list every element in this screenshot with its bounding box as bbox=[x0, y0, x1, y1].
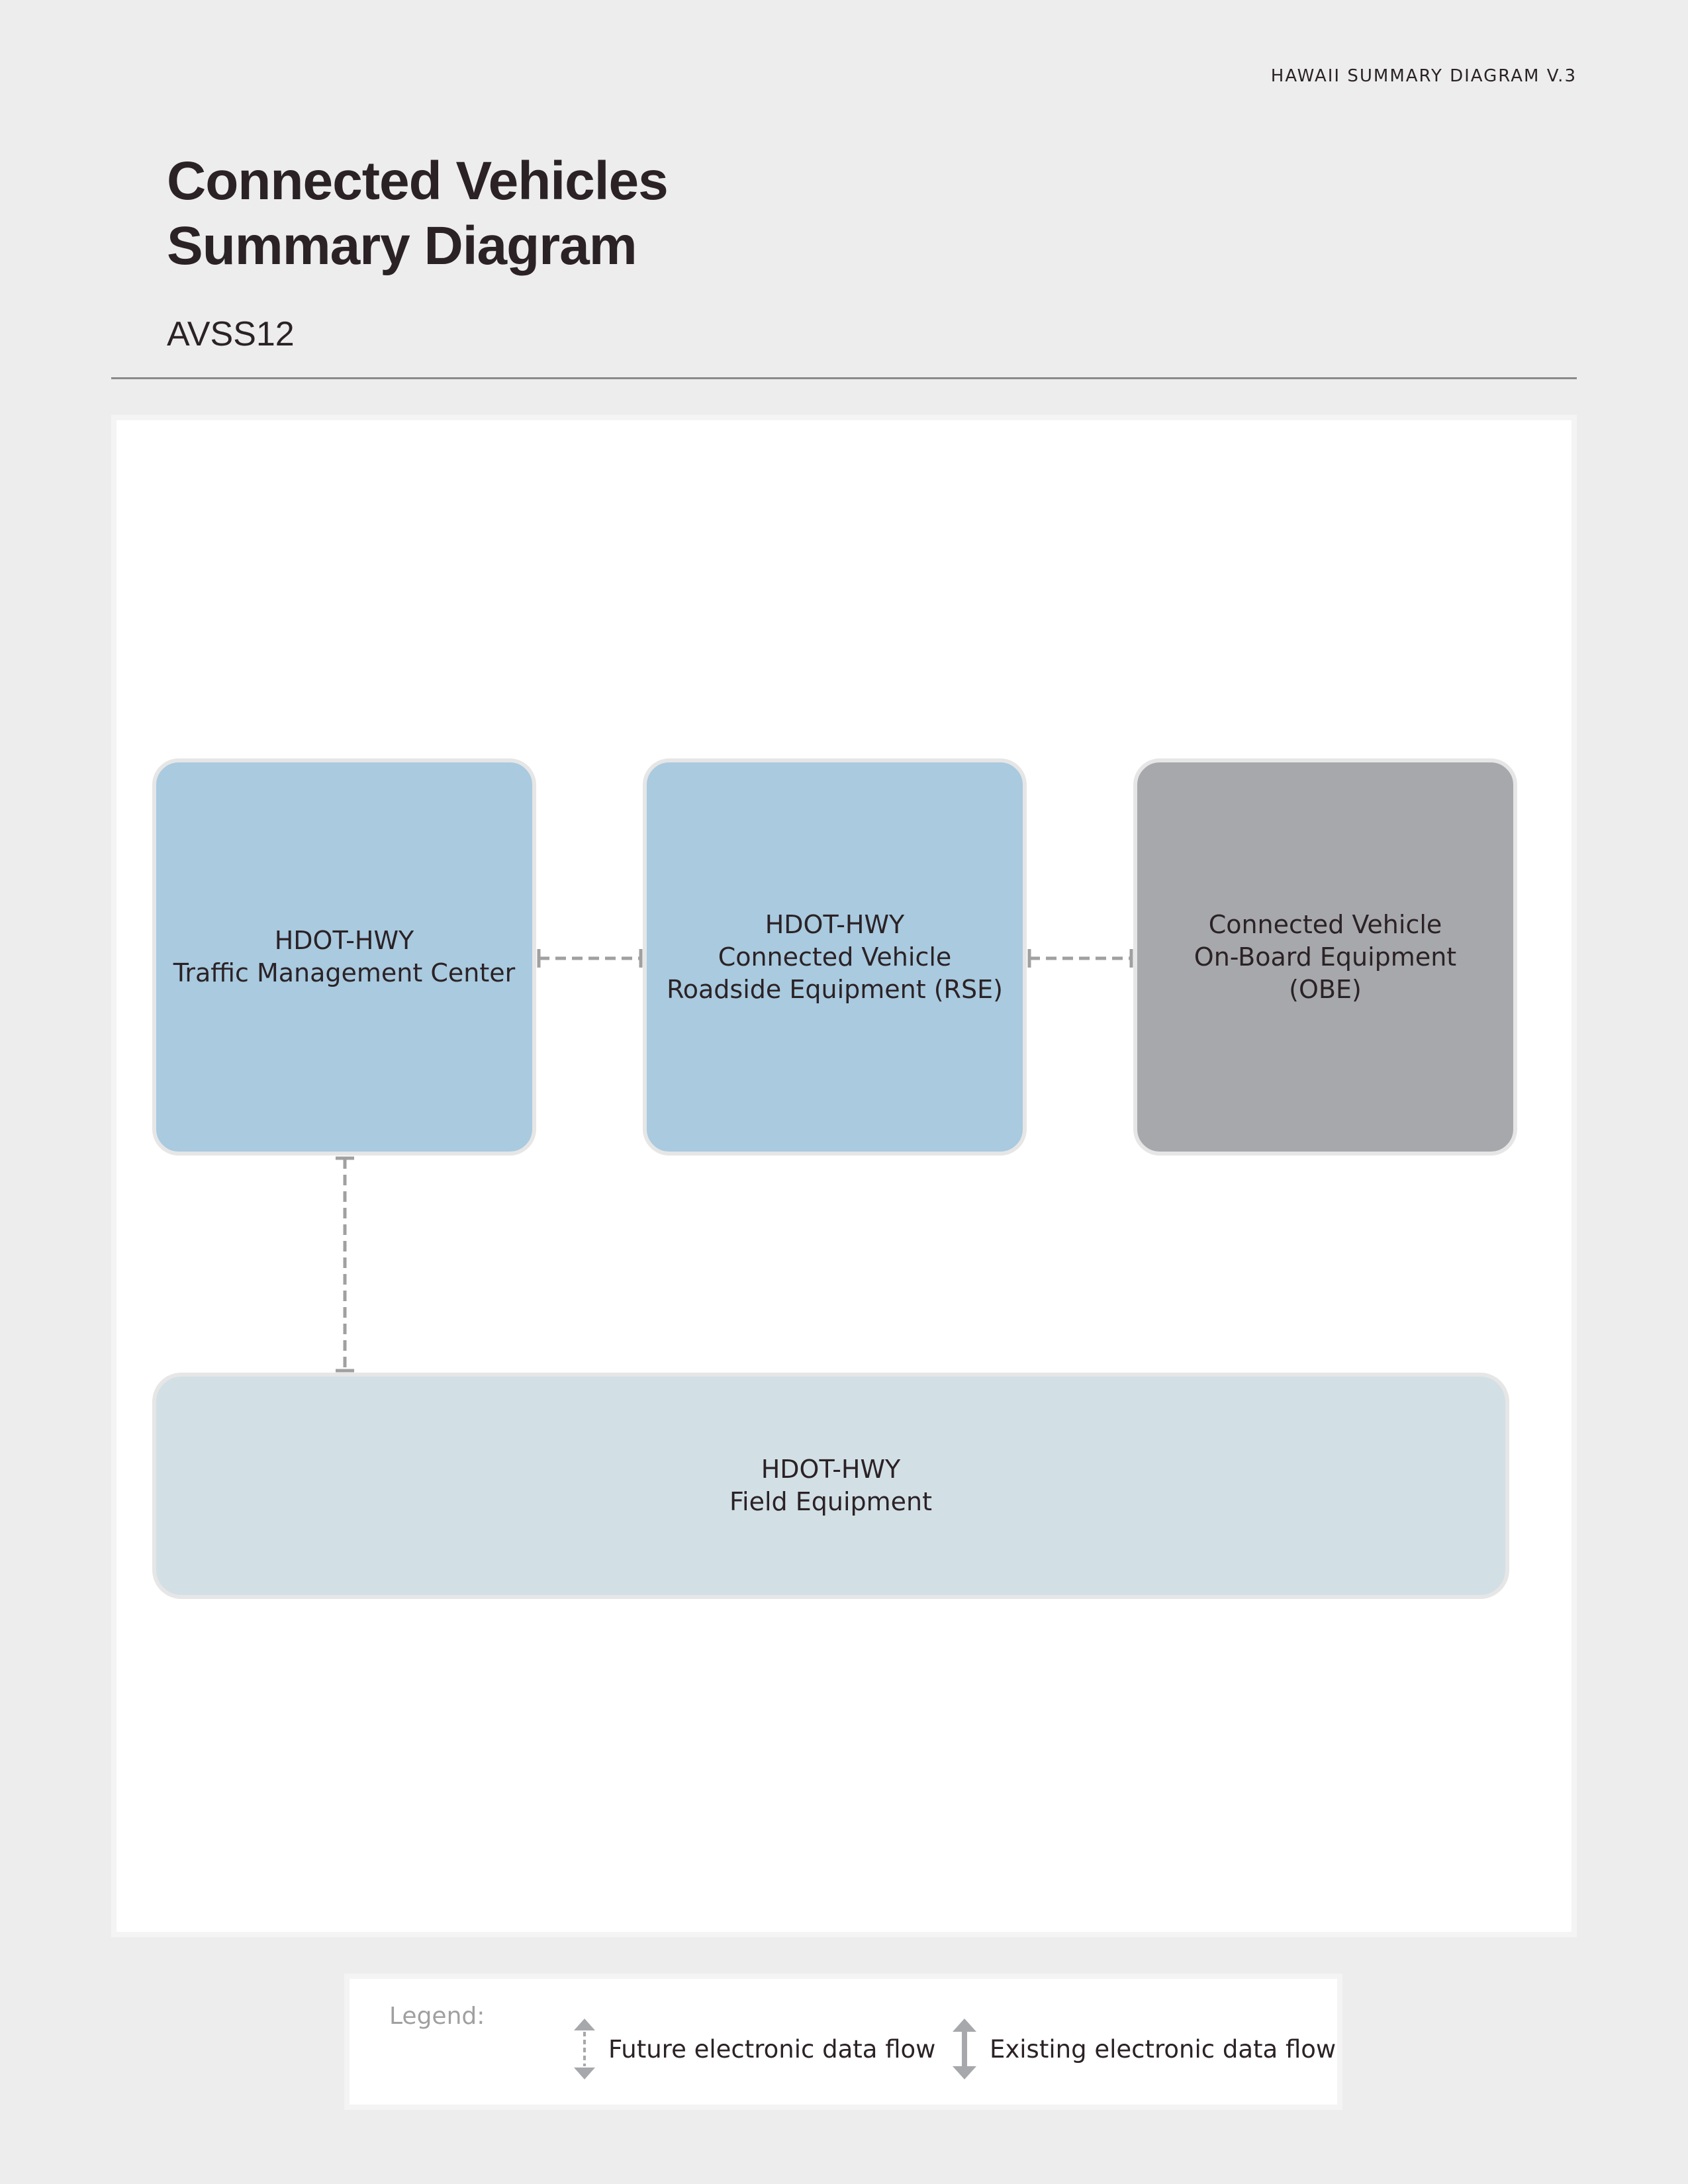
legend-title: Legend: bbox=[389, 2003, 485, 2030]
dashed-double-arrow-icon bbox=[570, 2017, 599, 2081]
legend bbox=[344, 1974, 1342, 2110]
node-label-line: Roadside Equipment (RSE) bbox=[667, 974, 1003, 1004]
legend-future-label: Future electronic data flow bbox=[608, 2034, 936, 2064]
page-title bbox=[167, 149, 668, 279]
diagram-version-label: HAWAII SUMMARY DIAGRAM V.3 bbox=[1270, 66, 1577, 86]
diagram-id: AVSS12 bbox=[167, 315, 295, 353]
node-label-line: Connected Vehicle bbox=[1208, 909, 1442, 939]
diagram-canvas bbox=[111, 415, 1577, 1937]
node-on-board-equipment[interactable] bbox=[1133, 758, 1517, 1156]
node-traffic-management-center[interactable] bbox=[152, 758, 536, 1156]
node-label-line: Traffic Management Center bbox=[173, 958, 516, 987]
node-label-line: Field Equipment bbox=[729, 1487, 933, 1516]
node-label-line: Connected Vehicle bbox=[718, 942, 952, 972]
node-label-line: (OBE) bbox=[1289, 974, 1362, 1004]
legend-existing-flow bbox=[949, 2017, 1336, 2081]
solid-double-arrow-icon bbox=[949, 2017, 980, 2081]
node-field-equipment[interactable] bbox=[152, 1373, 1509, 1599]
title-line-1: Connected Vehicles bbox=[167, 151, 668, 211]
node-label-line: HDOT-HWY bbox=[761, 1455, 901, 1484]
node-roadside-equipment[interactable] bbox=[643, 758, 1027, 1156]
node-label-line: On-Board Equipment bbox=[1194, 942, 1457, 972]
legend-existing-label: Existing electronic data flow bbox=[990, 2034, 1336, 2064]
legend-future-flow bbox=[570, 2017, 935, 2081]
node-label-line: HDOT-HWY bbox=[765, 909, 905, 939]
header-divider bbox=[111, 377, 1577, 379]
node-label-line: HDOT-HWY bbox=[274, 926, 414, 955]
title-line-2: Summary Diagram bbox=[167, 216, 637, 276]
